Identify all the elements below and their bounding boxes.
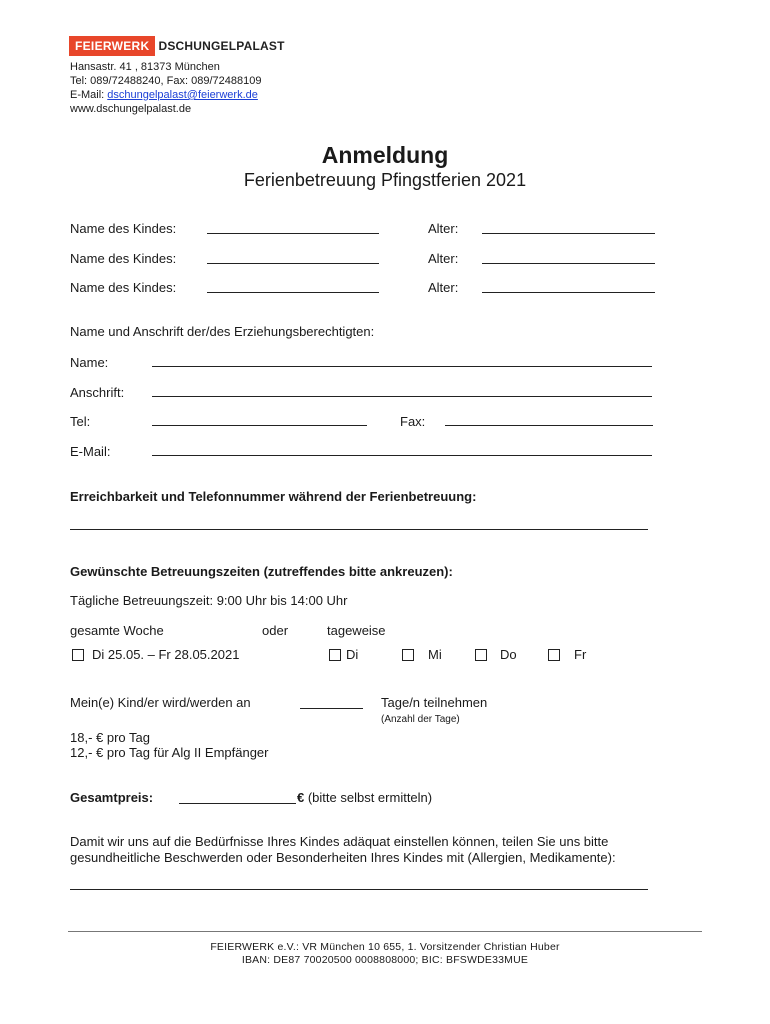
guardian-fax-label: Fax: (400, 414, 426, 429)
child-name-field-3[interactable] (207, 292, 379, 293)
total-note-line (297, 790, 432, 805)
day-label-di: Di (346, 647, 359, 662)
footer-line-1: FEIERWERK e.V.: VR München 10 655, 1. Vorsitzender Christian Huber (210, 941, 560, 953)
day-checkbox-fr[interactable] (548, 649, 560, 661)
participation-prefix: Mein(e) Kind/er wird/werden an (70, 695, 251, 710)
needs-line-1: Damit wir uns auf die Bedürfnisse Ihres Kindes adäquat einstellen können, teilen Sie uns bitte (70, 834, 609, 849)
daily-care-time: Tägliche Betreuungszeit: 9:00 Uhr bis 14:00 Uhr (70, 593, 348, 608)
needs-line-2: gesundheitliche Beschwerden oder Besonderheiten Ihres Kindes mit (Allergien, Medikamente): (70, 850, 616, 865)
price-line-2: 12,- € pro Tag für Alg II Empfänger (70, 745, 269, 760)
child-age-label-3: Alter: (428, 280, 459, 295)
reachability-heading: Erreichbarkeit und Telefonnummer während der Ferienbetreuung: (70, 489, 477, 504)
child-name-label-2: Name des Kindes: (70, 251, 177, 266)
phone-fax-line: Tel: 089/72488240, Fax: 089/72488109 (70, 75, 262, 87)
day-label-fr: Fr (574, 647, 587, 662)
day-checkbox-do[interactable] (475, 649, 487, 661)
page-title: Anmeldung (321, 142, 449, 168)
footer-line-2: IBAN: DE87 70020500 0008808000; BIC: BFSWDE33MUE (241, 954, 529, 966)
email-line (70, 88, 258, 102)
week-checkbox[interactable] (72, 649, 84, 661)
address-line: Hansastr. 41 , 81373 München (70, 61, 220, 73)
days-count-hint: (Anzahl der Tage) (381, 714, 460, 725)
guardian-tel-field[interactable] (152, 425, 367, 426)
reachability-field[interactable] (70, 529, 648, 530)
logo-brand: FEIERWERK (69, 36, 155, 56)
website-line[interactable]: www.dschungelpalast.de (70, 103, 192, 115)
child-name-label-1: Name des Kindes: (70, 221, 177, 236)
child-name-field-2[interactable] (207, 263, 379, 264)
total-price-field[interactable] (179, 803, 296, 804)
email-link[interactable]: dschungelpalast@feierwerk.de (107, 89, 258, 101)
week-option-label: Di 25.05. – Fr 28.05.2021 (92, 647, 240, 662)
guardian-tel-label: Tel: (70, 414, 91, 429)
page-subtitle: Ferienbetreuung Pfingstferien 2021 (243, 170, 527, 190)
child-age-field-2[interactable] (482, 263, 655, 264)
child-age-label-1: Alter: (428, 221, 459, 236)
day-checkbox-mi[interactable] (402, 649, 414, 661)
total-note: (bitte selbst ermitteln) (304, 790, 433, 805)
daywise-label: tageweise (327, 623, 386, 638)
participation-suffix: Tage/n teilnehmen (381, 695, 488, 710)
guardian-address-label: Anschrift: (70, 385, 125, 400)
guardian-name-label: Name: (70, 355, 109, 370)
total-label: Gesamtpreis: (70, 790, 154, 805)
day-label-do: Do (500, 647, 517, 662)
guardian-heading: Name und Anschrift der/des Erziehungsberechtigten: (70, 324, 375, 339)
price-line-1: 18,- € pro Tag (70, 730, 150, 745)
child-age-field-1[interactable] (482, 233, 655, 234)
child-age-label-2: Alter: (428, 251, 459, 266)
days-count-field[interactable] (300, 708, 363, 709)
whole-week-label: gesamte Woche (70, 623, 164, 638)
email-label: E-Mail: (70, 89, 108, 101)
logo-name: DSCHUNGELPALAST (158, 39, 285, 53)
guardian-email-label: E-Mail: (70, 444, 111, 459)
care-times-heading: Gewünschte Betreuungszeiten (zutreffendes bitte ankreuzen): (70, 564, 453, 579)
guardian-fax-field[interactable] (445, 425, 653, 426)
guardian-address-field[interactable] (152, 396, 652, 397)
footer-divider (68, 931, 702, 932)
needs-field[interactable] (70, 889, 648, 890)
day-label-mi: Mi (428, 647, 442, 662)
child-name-label-3: Name des Kindes: (70, 280, 177, 295)
guardian-name-field[interactable] (152, 366, 652, 367)
or-label: oder (262, 623, 289, 638)
child-name-field-1[interactable] (207, 233, 379, 234)
child-age-field-3[interactable] (482, 292, 655, 293)
day-checkbox-di[interactable] (329, 649, 341, 661)
total-currency: € (297, 790, 305, 805)
guardian-email-field[interactable] (152, 455, 652, 456)
feierwerk-logo (69, 36, 285, 56)
